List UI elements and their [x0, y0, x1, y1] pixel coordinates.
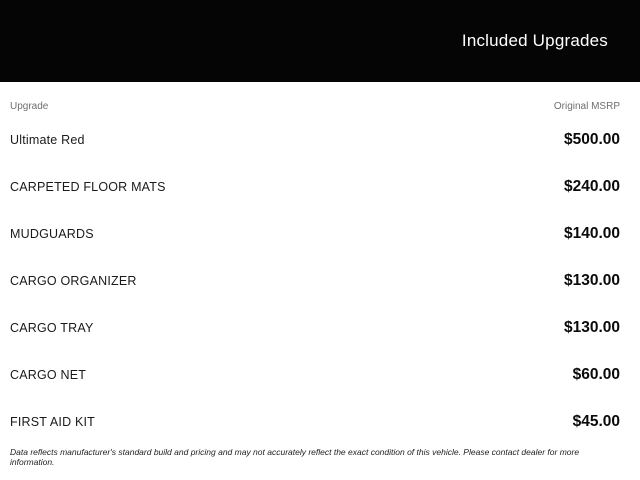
table-row	[10, 351, 620, 398]
table-column-headers	[10, 100, 620, 112]
table-row	[10, 210, 620, 257]
upgrade-name: CARPETED FLOOR MATS	[10, 179, 166, 194]
table-body	[10, 116, 620, 445]
upgrade-name: Ultimate Red	[10, 132, 85, 147]
upgrade-price: $130.00	[563, 318, 620, 336]
upgrade-price: $240.00	[563, 177, 620, 195]
included-upgrades-header	[0, 0, 640, 82]
table-row	[10, 304, 620, 351]
upgrades-table	[0, 82, 640, 467]
upgrade-price: $500.00	[563, 130, 620, 148]
table-row	[10, 257, 620, 304]
upgrade-name: CARGO NET	[10, 367, 87, 382]
page-title: Included Upgrades	[461, 31, 608, 50]
upgrade-name: FIRST AID KIT	[10, 414, 96, 429]
upgrade-name: MUDGUARDS	[10, 226, 94, 241]
upgrade-name: CARGO ORGANIZER	[10, 273, 137, 288]
column-header-msrp: Original MSRP	[553, 100, 620, 112]
disclaimer-text: Data reflects manufacturer's standard build and pricing and may not accurately reflect the exact condition of this vehicle. Please contact dealer for more information.	[10, 447, 580, 468]
upgrade-price: $60.00	[572, 365, 620, 383]
upgrade-price: $140.00	[563, 224, 620, 242]
upgrade-name: CARGO TRAY	[10, 320, 94, 335]
table-row	[10, 398, 620, 445]
table-row	[10, 163, 620, 210]
column-header-upgrade: Upgrade	[10, 100, 49, 112]
upgrade-price: $130.00	[563, 271, 620, 289]
upgrade-price: $45.00	[572, 412, 620, 430]
table-row	[10, 116, 620, 163]
